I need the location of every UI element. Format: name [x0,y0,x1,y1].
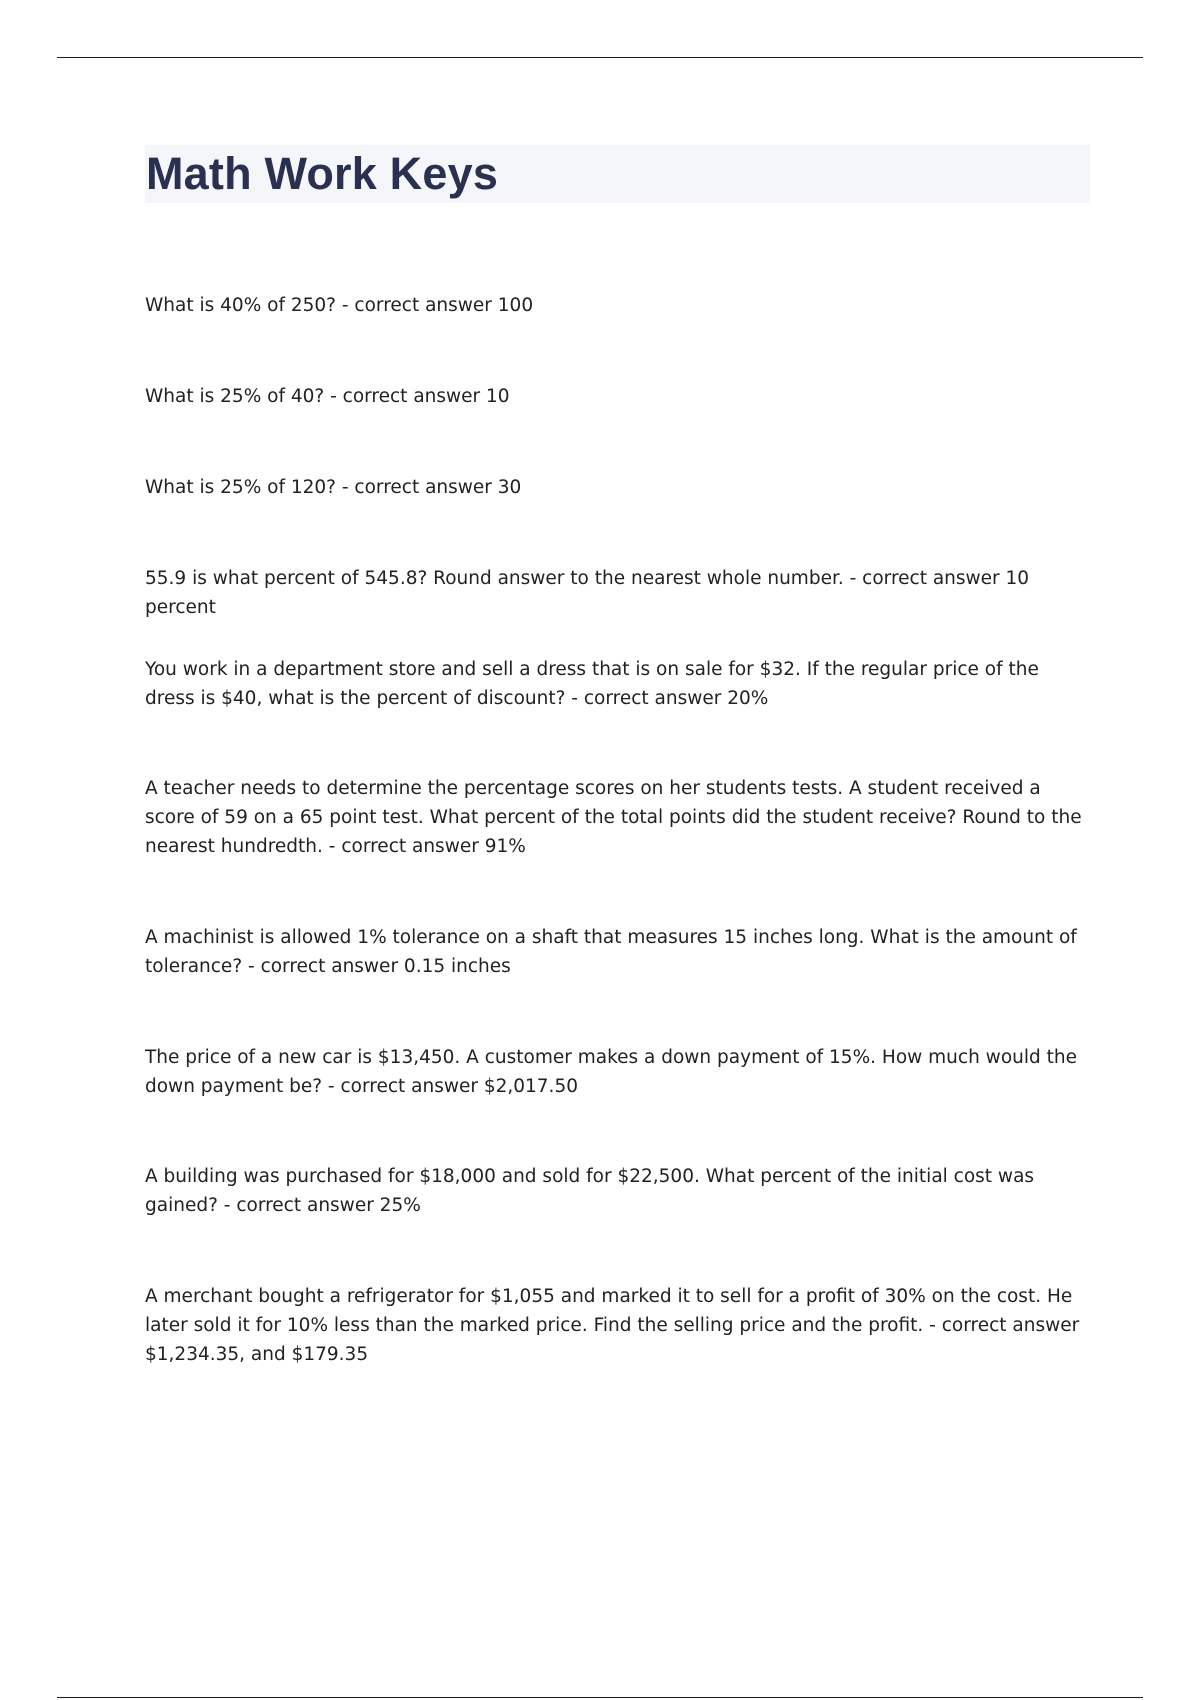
qa-item-10: A merchant bought a refrigerator for $1,055 and marked it to sell for a profit of 30% on the cost. He later sold it for 10% less than the marked price. Find the selling price and the profit. - correct answer $1,234.35, and $179.35 [145,1286,1080,1365]
document-title: Math Work Keys [146,148,499,199]
qa-item-2: What is 25% of 40? - correct answer 10 [145,386,510,407]
qa-item-6: A teacher needs to determine the percentage scores on her students tests. A student received a score of 59 on a 65 point test. What percent of the total points did the student receive? Round to the nearest hundredth. - correct answer 91% [145,778,1082,857]
qa-item-3: What is 25% of 120? - correct answer 30 [145,477,522,498]
qa-item-5: You work in a department store and sell a dress that is on sale for $32. If the regular price of the dress is $40, what is the percent of discount? - correct answer 20% [145,659,1039,709]
header-rule [57,57,1143,58]
qa-item-1: What is 40% of 250? - correct answer 100 [145,295,534,316]
qa-item-9: A building was purchased for $18,000 and sold for $22,500. What percent of the initial cost was gained? - correct answer 25% [145,1166,1035,1216]
qa-item-8: The price of a new car is $13,450. A customer makes a down payment of 15%. How much would the down payment be? - correct answer $2,017.50 [145,1047,1077,1097]
qa-item-4: 55.9 is what percent of 545.8? Round answer to the nearest whole number. - correct answer 10 percent [145,568,1030,618]
qa-item-7: A machinist is allowed 1% tolerance on a shaft that measures 15 inches long. What is the amount of tolerance? - correct answer 0.15 inches [145,927,1077,977]
footer-rule [57,1697,1143,1698]
